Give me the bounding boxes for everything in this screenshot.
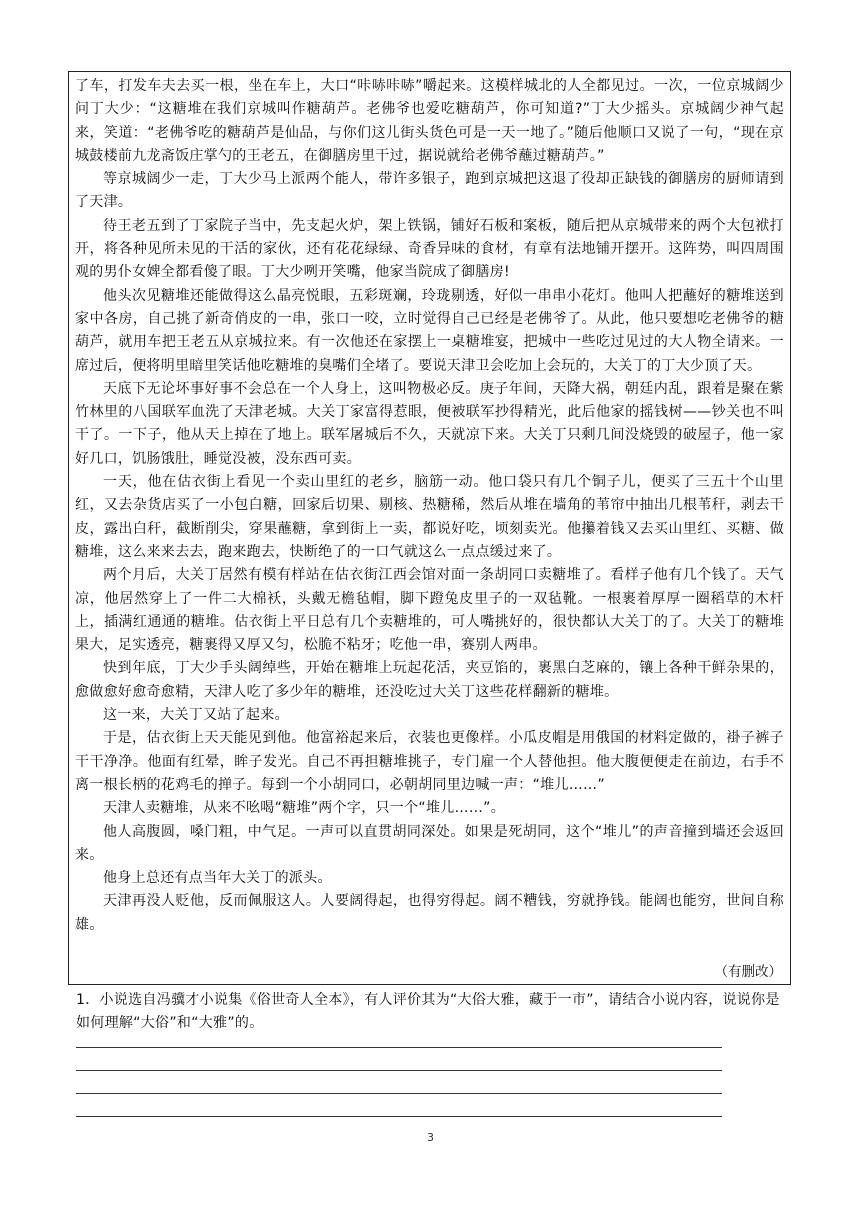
story-excerpt-box	[68, 71, 791, 985]
story-paragraph-6: 一天，他在估衣街上看见一个卖山里红的老乡，脑筋一动。他口袋只有几个铜子儿，便买了三五十个山里红，又去杂货店买了一小包白糖，回家后切果、剔核、热糖稀，然后从堆在墙角的苇帘中抽出几根苇秆，剥去干皮，露出白秆，截断削尖，穿果蘸糖，拿到街上一卖，都说好吃，顷刻卖光。他攥着钱又去买山里红、买糖、做糖堆，这么来来去去，跑来跑去，快断绝了的一口气就这么一点点缓过来了。	[75, 474, 784, 560]
answer-line[interactable]	[76, 1070, 722, 1071]
story-paragraph-13: 他身上总还有点当年大关丁的派头。	[103, 870, 332, 887]
question-1: 1．小说选自冯骥才小说集《俗世奇人全本》，有人评价其为“大俗大雅，藏于一市”，请结合小说内容，说说你是如何理解“大俗”和“大雅”的。	[76, 992, 780, 1031]
answer-line[interactable]	[76, 1116, 722, 1117]
source-note: （有删改）	[714, 964, 782, 980]
story-paragraph-12: 他人高腹圆，嗓门粗，中气足。一声可以直贯胡同深处。如果是死胡同，这个“堆儿”的声音撞到墙还会返回来。	[75, 823, 784, 863]
story-paragraph-7: 两个月后，大关丁居然有模有样站在估衣街江西会馆对面一条胡同口卖糖堆了。看样子他有几个钱了。天气凉，他居然穿上了一件二大棉袄，头戴无檐毡帽，脚下蹬兔皮里子的一双毡靴。一根裹着厚厚一圈稻草的木杆上，插满红通通的糖堆。估衣街上平日总有几个卖糖堆的，可人嘴挑好的，很快都认大关丁的了。大关丁的糖堆果大，足实透亮，糖裹得又厚又匀，松脆不粘牙；吃他一串，赛别人两串。	[75, 567, 784, 654]
story-paragraph-1: 了车，打发车夫去买一根，坐在车上，大口“咔哧咔哧”嚼起来。这模样城北的人全都见过。一次，一位京城阔少问丁大少：“这糖堆在我们京城叫作糖葫芦。老佛爷也爱吃糖葫芦，你可知道?”丁大少摇头。京城阔少神气起来，笑道：“老佛爷吃的糖葫芦是仙品，与你们这儿街头货色可是一天一地了。”随后他顺口又说了一句，“现在京城鼓楼前九龙斋饭庄掌勺的王老五，在御膳房里干过，据说就给老佛爷蘸过糖葫芦。”	[75, 78, 784, 164]
story-paragraph-10: 于是，估衣街上天天能见到他。他富裕起来后，衣装也更像样。小瓜皮帽是用俄国的材料定做的，褂子裤子干干净净。他面有红晕，眸子发光。自己不再担糖堆挑子，专门雇一个人替他担。他大腹便便走在前边，右手不离一根长柄的花鸡毛的掸子。每到一个小胡同口，必朝胡同里边喊一声：“堆儿……”	[75, 730, 784, 793]
story-paragraph-4: 他头次见糖堆还能做得这么晶亮悦眼，五彩斑斓，玲珑剔透，好似一串串小花灯。他叫人把蘸好的糖堆送到家中各房，自己挑了新奇俏皮的一串，张口一咬，立时觉得自己已经是老佛爷了。从此，他只要想吃老佛爷的糖葫芦，就用车把王老五从京城拉来。有一次他还在家摆上一桌糖堆宴，把城中一些吃过见过的大人物全请来。一席过后，便将明里暗里笑话他吃糖堆的臭嘴们全堵了。要说天津卫会吃加上会玩的，大关丁的丁大少顶了天。	[75, 287, 784, 374]
story-paragraph-11: 天津人卖糖堆，从来不吆喝“糖堆”两个字，只一个“堆儿……”。	[103, 800, 506, 817]
story-paragraph-14: 天津再没人贬他，反而佩服这人。人要阔得起，也得穷得起。阔不糟钱，穷就挣钱。能阔也能穷，世间自称雄。	[75, 893, 784, 933]
story-paragraph-9: 这一来，大关丁又站了起来。	[103, 707, 289, 724]
story-paragraph-3: 待王老五到了丁家院子当中，先支起火炉，架上铁锅，铺好石板和案板，随后把从京城带来的两个大包袱打开，将各种见所未见的干活的家伙，还有花花绿绿、奇香异味的食材，有章有法地铺开摆开。这阵势，叫四周围观的男仆女婢全都看傻了眼。丁大少咧开笑嘴，他家当院成了御膳房!	[75, 217, 784, 281]
story-paragraph-8: 快到年底，丁大少手头阔绰些，开始在糖堆上玩起花活，夹豆馅的，裹黑白芝麻的，镶上各种干鲜杂果的，愈做愈好愈奇愈精，天津人吃了多少年的糖堆，还没吃过大关丁这些花样翻新的糖堆。	[75, 660, 784, 700]
story-paragraph-5: 天底下无论坏事好事不会总在一个人身上，这叫物极必反。庚子年间，天降大祸，朝廷内乱，跟着是聚在紫竹林里的八国联军血洗了天津老城。大关丁家富得惹眼，便被联军抄得精光，此后他家的摇钱树——钞关也不叫干了。一下子，他从天上掉在了地上。联军屠城后不久，天就凉下来。大关丁只剩几间没烧毁的破屋子，他一家好几口，饥肠饿肚，睡觉没被，没东西可卖。	[75, 380, 784, 467]
answer-line[interactable]	[76, 1093, 722, 1094]
page-number: 3	[427, 1131, 434, 1144]
answer-line[interactable]	[76, 1047, 722, 1048]
story-paragraph-2: 等京城阔少一走，丁大少马上派两个能人，带许多银子，跑到京城把这退了役却正缺钱的御膳房的厨师请到了天津。	[75, 171, 784, 211]
